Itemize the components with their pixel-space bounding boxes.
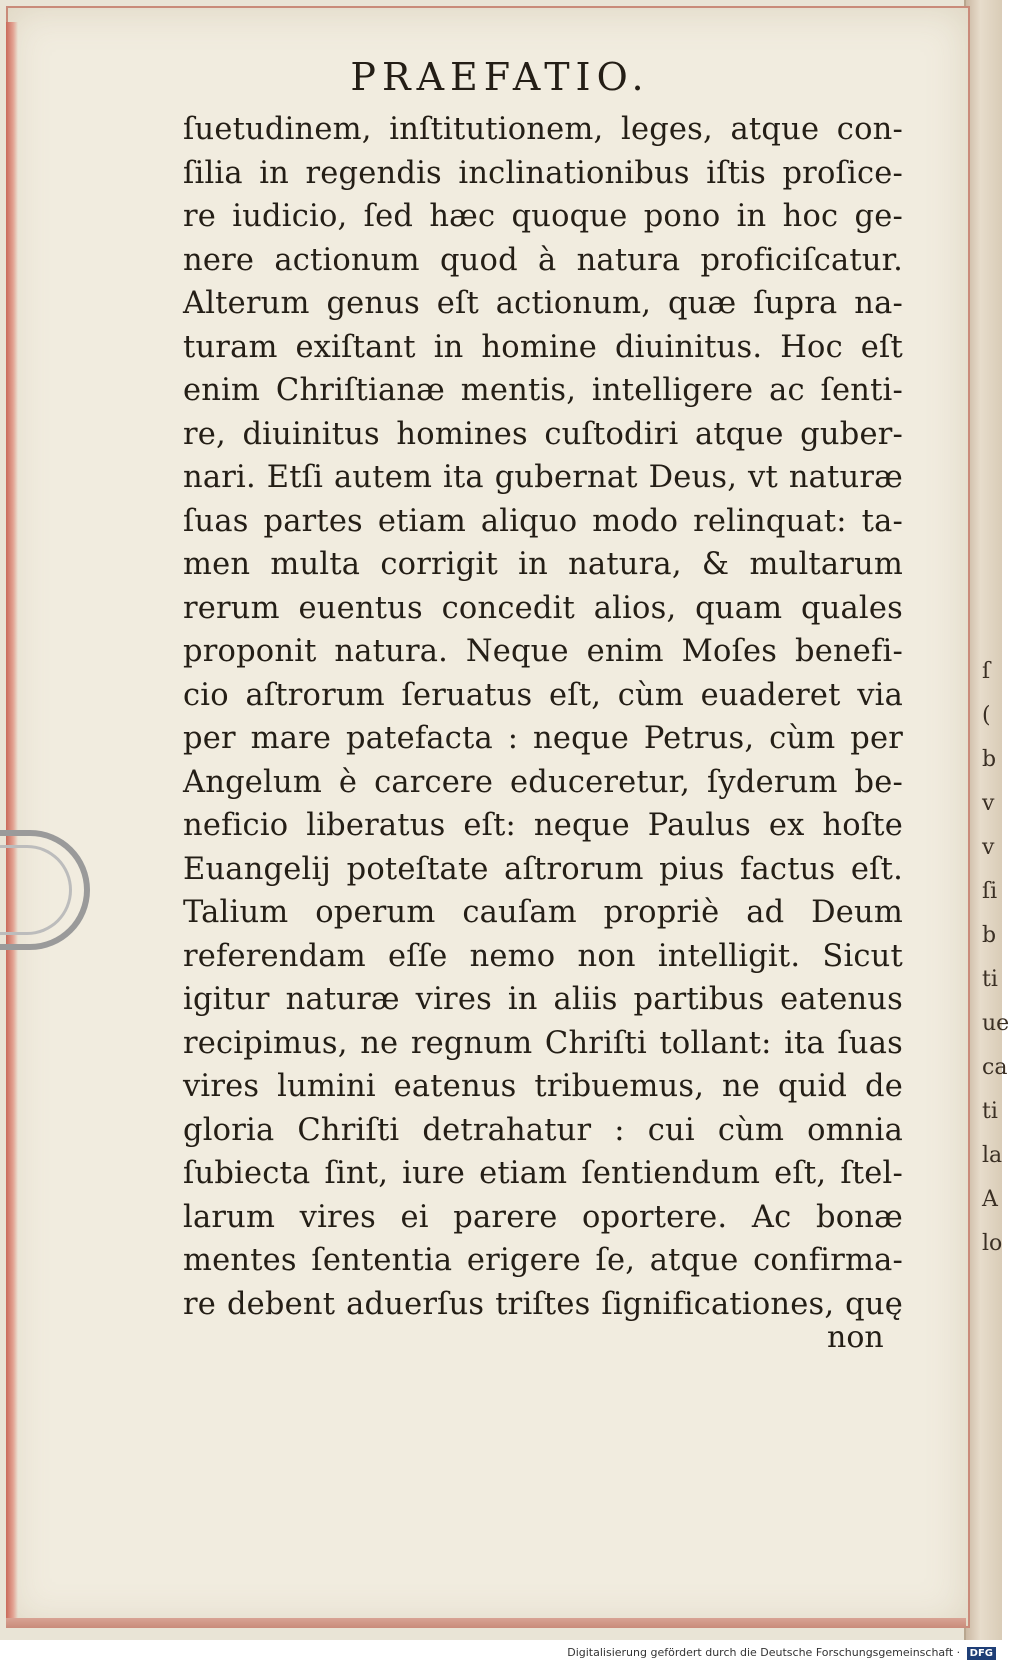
adjacent-page-mark: la: [982, 1143, 1003, 1168]
adjacent-page-mark: ca: [982, 1055, 1008, 1080]
text-line: men multa corrigit in natura, & multarum: [183, 547, 903, 582]
body-text: [183, 108, 903, 1326]
text-line: re, diuinitus homines cuſtodiri atque guber-: [183, 416, 903, 452]
text-line: vires lumini eatenus tribuemus, ne quid de: [183, 1069, 903, 1104]
adjacent-page-mark: b: [982, 747, 997, 772]
text-line: larum vires ei parere oportere. Ac bonæ: [183, 1199, 903, 1235]
text-line: referendam eſſe nemo non intelligit. Sicut: [183, 938, 903, 974]
text-line: recipimus, ne regnum Chriſti tollant: ita ſuas: [183, 1025, 903, 1061]
adjacent-page-mark: v: [982, 835, 995, 860]
page-red-edge: [6, 22, 18, 1622]
text-line: igitur naturæ vires in aliis partibus eatenus: [183, 982, 903, 1017]
adjacent-page-mark: ue: [982, 1011, 1009, 1036]
adjacent-page-mark: ſ: [982, 659, 991, 684]
text-line: turam exiſtant in homine diuinitus. Hoc eſt: [183, 329, 903, 365]
adjacent-page-mark: v: [982, 791, 995, 816]
text-line: ſuetudinem, inſtitutionem, leges, atque con-: [183, 112, 903, 147]
text-line: proponit natura. Neque enim Moſes benefi-: [183, 634, 903, 669]
adjacent-page-mark: lo: [982, 1231, 1003, 1256]
adjacent-page-mark: ti: [982, 967, 998, 992]
adjacent-page-mark: b: [982, 923, 997, 948]
text-line: Angelum è carcere educeretur, ſyderum be-: [183, 764, 903, 800]
text-line: ſuas partes etiam aliquo modo relinquat: ta-: [183, 503, 903, 539]
text-line: nere actionum quod à natura proficiſcatur.: [183, 242, 903, 278]
text-line: Alterum genus eſt actionum, quæ ſupra na-: [183, 286, 903, 321]
footer: [0, 1646, 1000, 1667]
text-line: per mare patefacta : neque Petrus, cùm per: [183, 721, 903, 756]
text-line: gloria Chriſti detrahatur : cui cùm omnia: [183, 1112, 903, 1148]
text-line: re debent aduerſus triſtes ſignificationes, quę: [183, 1286, 903, 1322]
dfg-logo-icon: DFG: [967, 1647, 996, 1660]
adjacent-page-marks: [982, 650, 1009, 1266]
text-line: mentes ſententia erigere ſe, atque confirma-: [183, 1243, 903, 1278]
running-head: PRAEFATIO.: [350, 55, 650, 99]
adjacent-page-mark: ti: [982, 1099, 998, 1124]
text-line: Talium operum cauſam propriè ad Deum: [183, 895, 903, 930]
page-bottom-edge: [6, 1618, 966, 1628]
text-line: enim Chriſtianæ mentis, intelligere ac ſenti-: [183, 373, 903, 408]
text-line: rerum euentus concedit alios, quam quales: [183, 590, 903, 626]
text-line: re iudicio, ſed hæc quoque pono in hoc ge-: [183, 199, 903, 234]
adjacent-page-mark: (: [982, 703, 991, 728]
text-line: ſubiecta ſint, iure etiam ſentiendum eſt, ſtel-: [183, 1156, 903, 1191]
adjacent-page-mark: A: [982, 1187, 998, 1212]
footer-credit: Digitalisierung gefördert durch die Deutsche Forschungsgemeinschaft ·: [567, 1646, 961, 1659]
text-line: nari. Etſi autem ita gubernat Deus, vt naturæ: [183, 460, 903, 495]
text-line: ſilia in regendis inclinationibus iſtis proſice-: [183, 155, 903, 191]
text-line: Euangelij poteſtate aſtrorum pius factus eſt.: [183, 851, 903, 887]
text-line: cio aſtrorum ſeruatus eſt, cùm euaderet via: [183, 677, 903, 713]
text-line: neficio liberatus eſt: neque Paulus ex hoſte: [183, 808, 903, 843]
adjacent-page-mark: ſi: [982, 879, 998, 904]
catchword: non: [827, 1320, 884, 1355]
